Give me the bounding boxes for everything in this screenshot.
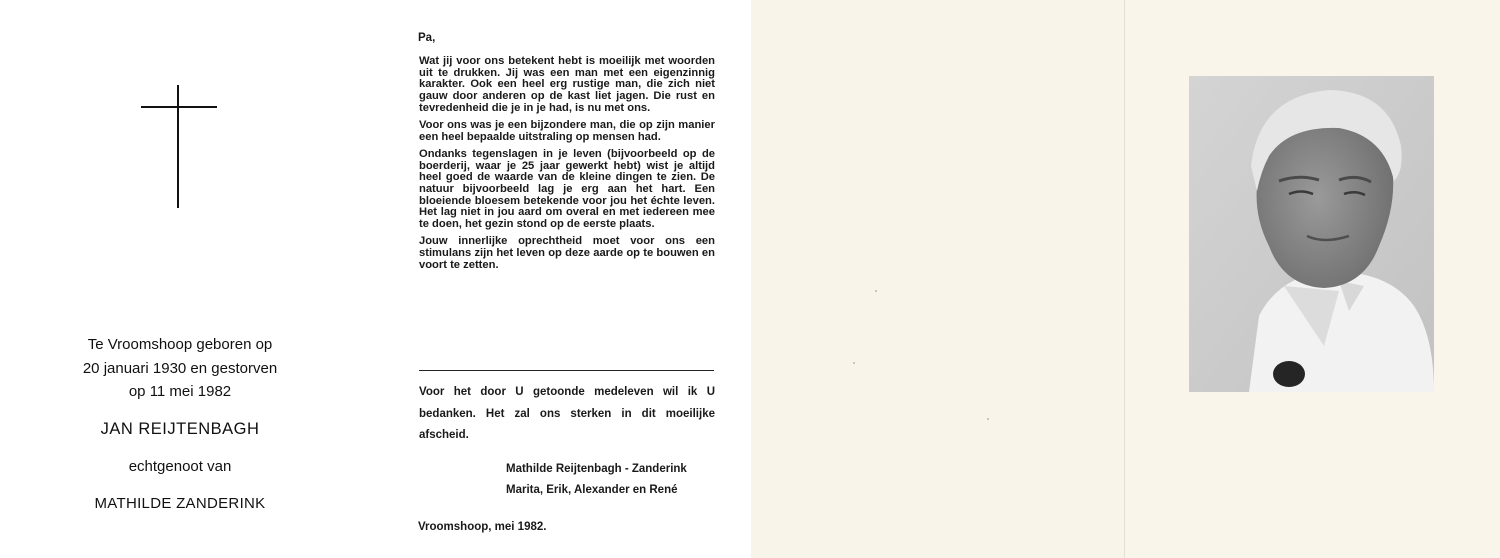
- blank-back-panel: [751, 0, 1124, 558]
- memorial-text: [419, 56, 715, 277]
- memorial-paragraph: Wat jij voor ons betekent hebt is moeilijk met woorden uit te drukken. Jij was een man met een eigenzinnig karakter. Ook een heel erg rustige man, die zich niet gauw door anderen op de kast liet jagen. Die rust en tevredenheid die je in je had, is nu met ons.: [419, 55, 715, 114]
- birth-line: 20 januari 1930 en gestorven: [82, 359, 278, 377]
- birth-line: Te Vroomshoop geboren op: [87, 336, 273, 353]
- thanks-text: Voor het door U getoonde medeleven wil ik U bedanken. Het zal ons sterken in dit moeilijke afscheid.: [419, 386, 715, 441]
- fold-line: [1124, 0, 1125, 558]
- spouse-name: MATHILDE ZANDERINK: [94, 495, 266, 512]
- salutation: Pa,: [418, 32, 436, 44]
- memorial-paragraph: Jouw innerlijke oprechtheid moet voor ons een stimulans zijn het leven op deze aarde op te bouwen en voort te zetten.: [419, 235, 715, 271]
- deceased-name: JAN REIJTENBAGH: [100, 420, 260, 438]
- birth-death-text: [30, 333, 330, 404]
- portrait-photo: [1189, 76, 1434, 392]
- place-date: Vroomshoop, mei 1982.: [418, 521, 547, 533]
- signer-line: Marita, Erik, Alexander en René: [506, 484, 678, 496]
- divider: [419, 370, 714, 371]
- birth-line: op 11 mei 1982: [128, 383, 232, 400]
- memorial-paragraph: Voor ons was je een bijzondere man, die op zijn manier een heel bepaalde uitstraling op mensen had.: [419, 119, 715, 143]
- front-panel: [0, 0, 375, 558]
- signer-line: Mathilde Reijtenbagh - Zanderink: [506, 463, 687, 475]
- relation-text: echtgenoot van: [128, 458, 232, 475]
- memorial-paragraph: Ondanks tegenslagen in je leven (bijvoorbeeld op de boerderij, waar je 25 jaar gewerkt hebt) wist je altijd heel goed de waarde van de kleine dingen te zien. De natuur bijvoorbeeld lag je erg aan het hart. Een bloeiende bloesem betekende voor jou het échte leven. Het lag niet in jou aard om overal en met iedereen mee te doen, het gezin stond op de eerste plaats.: [419, 147, 715, 231]
